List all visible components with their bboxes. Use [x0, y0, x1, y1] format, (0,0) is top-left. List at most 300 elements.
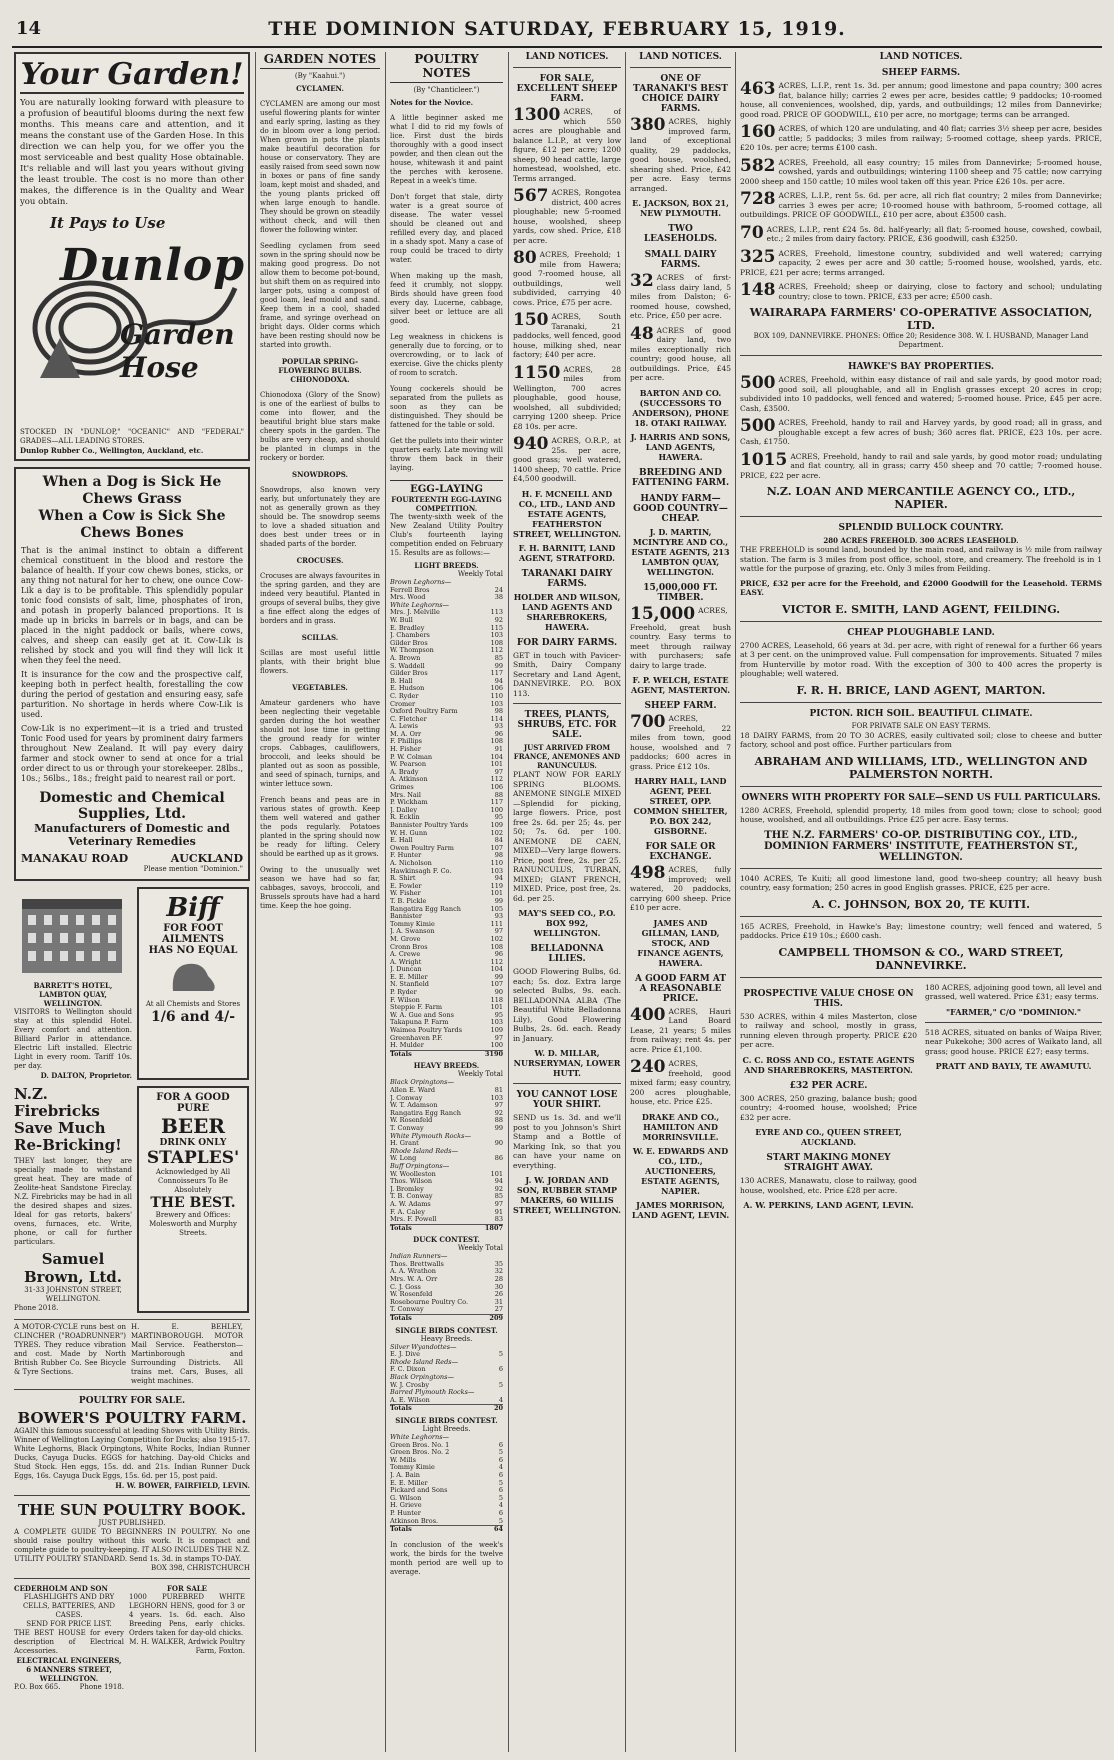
listing-acreage: 463: [740, 79, 776, 99]
listing-text: 300 ACRES, 250 grazing, balance bush; good country; 4-roomed house, woolshed; Price £32 per acre.: [740, 1093, 917, 1122]
paragraph: CYCLAMEN are among our most useful flowering plants for winter and early spring, lasting as they do in bloom over a long period. When grown in pots the plants make beautiful decoration for house or conservatory. They are easily raised from seed sown now in boxes or pans of fine sandy loam, kept moist and shaded, and the young plants pricked off when large enough to handle. They should be grown on steadily without check, and will then flower the following winter.: [260, 100, 380, 234]
agent-wairarapa-sub: BOX 109, DANNEVIRKE. PHONES: Office 20; Residence 308. W. I. HUSBAND, Manager Land Department.: [753, 332, 1089, 349]
section-heading: START MAKING MONEY STRAIGHT AWAY.: [766, 1153, 891, 1173]
entrant-name: Owen Poultry Farm: [390, 843, 454, 852]
entrant-name: Rangatira Egg Ranch: [390, 904, 461, 913]
egg-count: 100: [490, 1041, 503, 1050]
entrant-name: A. E. Wilson: [390, 1395, 430, 1404]
egg-count: 111: [490, 919, 503, 928]
firebricks-company: Samuel Brown, Ltd.: [23, 1250, 123, 1286]
section-heading: TWO LEASEHOLDS.: [643, 224, 718, 244]
beer-footer: Brewery and Offices: Molesworth and Murphy Streets.: [149, 1211, 237, 1237]
listing-acreage: 582: [740, 155, 776, 176]
section-heading: SPLENDID BULLOCK COUNTRY.: [838, 523, 1004, 533]
paragraph: French beans and peas are in various states of growth. Keep them well watered and gather the pods regularly. Potatoes planted in the spring should now be ready for lifting. Celery should be earthed up as it grows.: [260, 796, 380, 858]
bower-body: AGAIN this famous successful at leading Shows with Utility Birds. Winner of Wellington Laying Competition for Ducks; also 1915-17. White Leghorns, Black Orpingtons, White Rocks, Indian Runner Ducks, Cayuga Ducks. EGGS for hatching. Day-old Chicks and Stud Stock. Hen eggs, 15s. dd. and 21s. Indian Runner Duck Eggs, 16s. Cayuga Duck Eggs, 15s. 6d. per 15, post paid.: [14, 1427, 250, 1480]
listing-text: 518 ACRES, situated on banks of Waipa River, near Pukekohe; 300 acres of Waikato land, all grass; good house. PRICE £27; easy terms.: [925, 1027, 1102, 1056]
entrant-name: T. B. Pickle: [390, 896, 427, 905]
listing-acreage: 48: [630, 323, 654, 344]
pullets-owner: M. H. WALKER, Ardwick Poultry Farm, Foxton.: [129, 1638, 245, 1655]
listing-text: ACRES, Freehold, handy to rail and Harvey yards, by good road; all in grass, and ploughable except a few acres of bush; 360 acres flat. PRICE, £23 10s. per acre. Cash, £1750.: [740, 418, 1102, 446]
egg-count: 97: [494, 1033, 503, 1042]
divider: [740, 977, 1102, 978]
egg-count: 99: [494, 1123, 503, 1132]
listing-text: ACRES, of which 550 acres are ploughable and balance L.I.P., at very low figure, £12 per acre; 1200 sheep, 90 head cattle, large homestead, woolshed, etc. Terms arranged.: [513, 107, 621, 183]
headline: When a Cow is Sick She Chews Bones: [38, 508, 226, 541]
single-light-table: [390, 1434, 503, 1534]
entrant-name: White Leghorns—: [390, 1432, 450, 1441]
egg-count: 110: [490, 691, 503, 700]
entrant-name: W. Thompson: [390, 646, 434, 655]
entrant-name: Gilder Bros: [390, 638, 428, 647]
agent-nz-loan: N.Z. LOAN AND MERCANTILE AGENCY CO., LTD., NAPIER.: [766, 485, 1076, 511]
egg-count: 6: [498, 1508, 503, 1517]
entrant-name: Pickard and Sons: [390, 1486, 448, 1495]
column-rule: [625, 52, 626, 1752]
listing-acreage: 32: [630, 271, 654, 291]
foot-icon: [163, 956, 223, 996]
entrant-name: A. W. Adams: [390, 1199, 431, 1208]
entrant-name: T. Conway: [390, 1123, 424, 1132]
total-label: Totals: [390, 1223, 412, 1232]
staples-beer-ad: [137, 1086, 249, 1313]
entrant-name: W. T. Adamson: [390, 1101, 438, 1110]
egg-count: 31: [494, 1297, 503, 1306]
egg-count: 27: [494, 1305, 503, 1314]
entrant-name: H. Fisher: [390, 745, 421, 754]
heavy-breeds-table: [390, 1079, 503, 1232]
egg-count: 97: [494, 767, 503, 776]
entrant-name: M. A. Orr: [390, 729, 422, 738]
listing: [740, 449, 1102, 481]
entrant-name: E. Hall: [390, 836, 413, 845]
egg-count: 4: [498, 1463, 503, 1472]
agent: BARTON AND CO. (SUCCESSORS TO ANDERSON), PHONE 18. OTAKI RAILWAY.: [632, 387, 729, 428]
divider: [740, 868, 1102, 869]
egg-count: 98: [494, 851, 503, 860]
egg-intro: The twenty-sixth week of the New Zealand Utility Poultry Club's fourteenth laying competition ended on February 15. Results are as follows:—: [390, 513, 503, 557]
entrant-name: A. Crewe: [390, 950, 421, 959]
entrant-name: W. Rosenfeld: [390, 1116, 433, 1125]
divider: [740, 786, 1102, 787]
subhead: CROCUSES.: [296, 556, 344, 565]
listing-text: ACRES, Freehold, within easy distance of rail and sale yards, by good motor road; good soil, all ploughable, and all in English grasses except 20 acres in crop; subdivided into 10 paddocks, well fenced and watered; 5-roomed house. Price, £45 per acre. Cash, £3500.: [740, 375, 1102, 413]
clincher-ad: A MOTOR-CYCLE runs best on CLINCHER ("ROADRUNNER") TYRES. They reduce vibration and cost. Made by North British Rubber Co. See Bicycle & Tyre Sections.: [14, 1323, 126, 1376]
agent-brice: F. R. H. BRICE, LAND AGENT, MARTON.: [796, 683, 1046, 697]
listing-text: ACRES, O.R.P., at 25s. per acre, good grass; well watered, 1400 sheep, 70 cattle. Price £4,500 goodwill.: [513, 436, 621, 483]
entrant-name: J. A. Swanson: [390, 927, 435, 936]
entrant-name: Rosebourne Poultry Co.: [390, 1297, 469, 1306]
egg-count: 92: [494, 1184, 503, 1193]
table-heading: HEAVY BREEDS.: [413, 1061, 480, 1071]
bullock-text: THE FREEHOLD is sound land, bounded by the main road, and railway is ½ mile from railway station. The farm is 3 miles from post office, school, store, and creamery. The freehold is in 1 wattle for the purpose of grazing, etc. Only 3 miles from Feilding.: [740, 545, 1102, 573]
egg-count: 26: [494, 1290, 503, 1299]
divider: [513, 67, 621, 68]
hotel-proprietor: D. DALTON, Proprietor.: [40, 1071, 132, 1080]
egg-count: 112: [490, 957, 503, 966]
egg-count: 6: [498, 1365, 503, 1374]
egg-count: 83: [494, 1215, 503, 1224]
entrant-name: E. E. Miller: [390, 972, 428, 981]
entrant-name: W. J. Crosby: [390, 1380, 430, 1389]
entrant-name: W. Long: [390, 1154, 417, 1163]
entrant-name: J. Chambers: [390, 631, 430, 640]
egg-count: 112: [490, 775, 503, 784]
garden-notes-heading: GARDEN NOTES: [260, 52, 380, 69]
poultry-notes-heading: POULTRY NOTES: [390, 52, 503, 83]
paragraph: Get the pullets into their winter quarters early. Late moving will throw them back in their laying.: [390, 437, 503, 472]
egg-count: 97: [494, 927, 503, 936]
entrant-name: H. Mulder: [390, 1041, 424, 1050]
entrant-name: Green Bros. No. 1: [390, 1440, 450, 1449]
listing-acreage: 400: [630, 1004, 666, 1025]
paragraph: When making up the mash, feed it crumbly, not sloppy. Birds should have green food every day. Lucerne, cabbage, silver beet or lettuce are all good.: [390, 272, 503, 325]
listing-text: ACRES, fully improved; well watered, 20 paddocks, carrying 600 sheep. Price £10 per acre.: [630, 865, 731, 912]
entrant-name: F. C. Dixon: [390, 1365, 426, 1374]
column-garden-notes: [260, 52, 380, 1752]
egg-count: 94: [494, 1177, 503, 1186]
egg-count: 104: [490, 965, 503, 974]
listing-text: ACRES, of which 120 are undulating, and 40 flat; carries 3½ sheep per acre, besides cattle; 5 paddocks; 3 miles from railway; 5-roomed cottage, sheep yards. PRICE, £20 10s. per acre; terms £100 cash.: [740, 124, 1102, 152]
egg-count: 108: [490, 638, 503, 647]
total-label: Totals: [390, 1525, 412, 1534]
picton-text: 18 DAIRY FARMS, from 20 TO 30 ACRES, easily cultivated soil; close to cheese and butter factory, school and post office. Further particulars from: [740, 730, 1102, 749]
section-heading: HAWKE'S BAY PROPERTIES.: [847, 362, 995, 372]
listing-text: ACRES, L.I.P., rent £24 5s. 8d. half-yearly; all flat; 5-roomed house, cowshed, cowbail, etc.; 2 miles from dairy factory. PRICE, £36 goodwill, cash £3250.: [766, 224, 1102, 243]
listing-group: [630, 117, 731, 193]
egg-count: 106: [490, 783, 503, 792]
listing-text: ACRES of first-class dairy land, 5 miles from Dalston; 6-roomed house, cowshed, etc. Price, £50 per acre.: [630, 273, 731, 320]
egg-count: 98: [494, 707, 503, 716]
beer-line: DRINK ONLY: [159, 1138, 227, 1148]
agent: JAMES AND GILLMAN, LAND, STOCK, AND FINANCE AGENTS, HAWERA.: [637, 917, 724, 968]
entrant-name: Thos. Wilson: [390, 1177, 433, 1186]
entrant-name: Tommy Kimie: [390, 919, 435, 928]
total-row: [390, 1224, 503, 1232]
agent: J. W. JORDAN AND SON, RUBBER STAMP MAKERS, 60 WILLIS STREET, WELLINGTON.: [513, 1175, 621, 1215]
biff-brand: Biff: [166, 893, 220, 923]
entrant-name: E. Bradley: [390, 623, 425, 632]
entrant-name: J. Bromley: [390, 1184, 424, 1193]
paragraph: Don't forget that stale, dirty water is a great source of disease. The water vessel should be cleaned out and refilled every day, and placed in a shady spot. Many a case of roup could be traced to dirty water.: [390, 193, 503, 264]
company-name: Domestic and Chemical Supplies, Ltd.: [39, 790, 225, 822]
egg-count: 94: [494, 874, 503, 883]
egg-count: 32: [494, 1267, 503, 1276]
bower-owner: H. W. BOWER, FAIRFIELD, LEVIN.: [115, 1481, 250, 1490]
entrant-name: Buff Orpingtons—: [390, 1161, 450, 1170]
hose-illustration: [20, 208, 244, 428]
listing-group: [630, 865, 731, 913]
listing-text: ACRES, Freehold; 1 mile from Hawera; good 7-roomed house, all outbuildings, well subdivided, carrying 40 cows. Price, £75 per acre.: [513, 250, 621, 307]
listing-text: ACRES, Freehold, 22 miles from town, good house, woolshed and 7 paddocks; 600 acres in grass. Price £12 10s.: [630, 714, 731, 771]
headline: When a Dog is Sick He Chews Grass: [42, 474, 222, 507]
hotel-caption: BARRETT'S HOTEL, LAMBTON QUAY, WELLINGTON.: [33, 981, 113, 1008]
listing: [740, 191, 1102, 220]
entrant-name: Bannister Poultry Yards: [390, 821, 469, 829]
listing: [740, 282, 1102, 301]
egg-count: 6: [498, 1455, 503, 1464]
firebricks-body: THEY last longer, they are specially made to withstand great heat. They are made of Zeolite-heat Sandstone Fireclay. N.Z. Firebricks may be had in all the desired shapes and sizes. Ideal for gas retorts, bakers' ovens, furnaces, etc. Write, phone, or call for further particulars.: [14, 1157, 132, 1246]
listing-acreage: 567: [513, 186, 549, 206]
entrant-name: Greenhaven P.F.: [390, 1033, 443, 1042]
entrant-name: Mrs. J. Melville: [390, 608, 440, 617]
entrant-name: Waimea Poultry Yards: [390, 1026, 463, 1035]
egg-count: 113: [490, 608, 503, 617]
agent: F. P. WELCH, ESTATE AGENT, MASTERTON.: [631, 675, 730, 695]
table-col-header: Weekly Total: [457, 1244, 503, 1253]
agent: C. C. ROSS AND CO., ESTATE AGENTS AND SHAREBROKERS, MASTERTON.: [742, 1054, 915, 1075]
mention: Please mention "Dominion.": [143, 865, 243, 873]
egg-count: 118: [490, 995, 503, 1004]
ad-body: Cow-Lik is no experiment—it is a tried and trusted Tonic Food used for years by prominent dairy farmers throughout New Zealand. It will pay every dairy farmer and stock owner to send at once for a trial order direct to us or through your storekeeper. 28lbs., 10s.; 56lbs., 18s.; freight paid to nearest rail or port.: [21, 724, 243, 783]
egg-count: 5: [498, 1516, 503, 1525]
total-value: 3190: [484, 1049, 503, 1058]
masthead: [12, 16, 1102, 48]
entrant-name: Rhode Island Reds—: [390, 1357, 459, 1366]
listing: [630, 323, 731, 383]
agent: EYRE AND CO., QUEEN STREET, AUCKLAND.: [755, 1127, 902, 1147]
egg-count: 103: [490, 631, 503, 640]
listing: [740, 155, 1102, 187]
egg-count: 99: [494, 896, 503, 905]
listing-text: ACRES, Freehold; sheep or dairying, close to factory and school; undulating country; close to town. PRICE, £33 per acre; £500 cash.: [778, 282, 1102, 301]
egg-count: 112: [490, 646, 503, 655]
egg-count: 35: [494, 1259, 503, 1268]
listing-acreage: 700: [630, 712, 666, 732]
entrant-name: W. Mills: [390, 1455, 416, 1464]
egg-count: 85: [494, 653, 503, 662]
column-rule: [508, 52, 509, 1752]
address: [21, 852, 243, 865]
egg-count: 100: [490, 805, 503, 814]
entrant-name: Hawkinsagh F. Co.: [390, 866, 452, 875]
listing-acreage: 940: [513, 434, 549, 454]
agent: W. D. MILLAR, NURSERYMAN, LOWER HUTT.: [513, 1048, 621, 1078]
firebricks-headline: N.Z. Firebricks Save Much Re-Bricking!: [14, 1085, 122, 1154]
listing-text: ACRES, Freehold, handy to rail and sale yards, by good motor road; undulating and flat country, all in grass; carry 450 sheep and 70 cattle; 7-roomed house. PRICE, £22 per acre.: [740, 451, 1102, 480]
listing-group: [630, 273, 731, 383]
egg-count: 96: [494, 729, 503, 738]
dunlop-garden-hose-ad: [14, 52, 250, 461]
listing-text: ACRES of good dairy land, two miles exceptionally rich country; good house, all outbuildings. Price, £45 per acre.: [630, 325, 731, 382]
book-title: THE SUN POULTRY BOOK.: [17, 1501, 247, 1519]
paragraph: Young cockerels should be separated from the pullets as soon as they can be distinguished. They should be fattened for the table or sold.: [390, 385, 503, 429]
cederholm-name: CEDERHOLM AND SON: [14, 1584, 108, 1593]
ploughable-text: 2700 ACRES, Leasehold, 66 years at 3d. per acre, with right of renewal for a further 66 years at 3 per cent. on the unimproved value. Full compensation for improvements. Situated 7 miles from Hunterville by motor road. With the exception of 300 to 400 acres the property is ploughable; well watered.: [740, 640, 1102, 678]
egg-count: 24: [494, 585, 503, 594]
column-rule: [255, 52, 256, 1752]
listing: [630, 603, 731, 671]
entrant-name: R. Shirt: [390, 874, 416, 883]
egg-count: 93: [494, 722, 503, 731]
section-heading: FOR DAIRY FARMS.: [516, 637, 618, 648]
ad-headline: Your Garden!: [20, 57, 244, 92]
egg-count: 103: [490, 1018, 503, 1027]
listing: [513, 362, 621, 432]
biff-line: FOR FOOT AILMENTS: [162, 923, 224, 945]
listing: [740, 246, 1102, 278]
entrant-name: Mrs. Nail: [390, 790, 421, 799]
bullock-price: PRICE, £32 per acre for the Freehold, and £2000 Goodwill for the Leasehold. TERMS EASY.: [740, 578, 1102, 597]
paragraph: Chionodoxa (Glory of the Snow) is one of the earliest of bulbs to come into flower, and the beautiful bright blue stars make cheery spots in the garden. The bulbs are very cheap, and should be planted in clumps in the rockery or border.: [260, 391, 380, 462]
egg-count: 117: [490, 798, 503, 807]
egg-count: 28: [494, 1275, 503, 1284]
egg-count: 93: [494, 912, 503, 921]
subhead: CHIONODOXA.: [290, 375, 350, 384]
paragraph: Crocuses are always favourites in the spring garden, and they are indeed very beautiful. Planted in groups of several bulbs, they give a fine effect along the edges of borders and in grass.: [260, 572, 380, 625]
agent: H. F. MCNEILL AND CO., LTD., LAND AND ESTATE AGENTS, FEATHERSTON STREET, WELLINGTON.: [513, 488, 621, 539]
divider: [925, 1022, 1102, 1023]
address-right: AUCKLAND: [170, 852, 243, 865]
entrant-name: Silver Wyandottes—: [390, 1342, 457, 1351]
entrant-name: F. A. Caley: [390, 1207, 425, 1216]
single-heavy-table: [390, 1344, 503, 1413]
egg-count: 110: [490, 858, 503, 867]
listing: [630, 117, 731, 193]
stockists: STOCKED IN "DUNLOP," "OCEANIC" AND "FEDERAL" GRADES—ALL LEADING STORES.: [20, 428, 244, 445]
listing-group: [630, 603, 731, 671]
divider: [513, 1083, 621, 1084]
egg-count: 97: [494, 1101, 503, 1110]
entrant-name: G. Wilson: [390, 1493, 422, 1502]
agent-campbell: CAMPBELL THOMSON & CO., WARD STREET, DANNEVIRKE.: [778, 945, 1064, 972]
entrant-name: J. Duncan: [390, 965, 422, 974]
entrant-name: Atkinson Bros.: [390, 1516, 439, 1525]
brand-name: Dunlop: [60, 240, 245, 291]
entrant-name: Black Orpingtons—: [390, 1373, 454, 1381]
section-heading: 15,000,000 FT. TIMBER.: [643, 582, 718, 603]
entrant-name: Gilder Bros: [390, 669, 428, 678]
agent: F. H. BARNITT, LAND AGENT, STRATFORD.: [518, 542, 616, 563]
hawkes2-text: 165 ACRES, Freehold, in Hawke's Bay; limestone country; well fenced and watered, 5 paddocks. Price £19 10s.; £600 cash.: [740, 921, 1102, 940]
entrant-name: A. Atkinson: [390, 775, 428, 784]
firebricks-phone: Phone 2018.: [14, 1304, 59, 1312]
entrant-name: Barred Plymouth Rocks—: [390, 1388, 475, 1397]
paragraph: Scillas are most useful little plants, with their bright blue flowers.: [260, 649, 380, 675]
table-heading: SINGLE BIRDS CONTEST.: [395, 1325, 498, 1335]
land-notices-heading: LAND NOTICES.: [639, 52, 722, 62]
agent: HOLDER AND WILSON, LAND AGENTS AND SHAREBROKERS, HAWERA.: [513, 591, 621, 632]
entrant-name: Bannister: [390, 912, 423, 921]
entrant-name: Green Bros. No. 2: [390, 1448, 450, 1457]
listing: [740, 222, 1102, 244]
entrant-name: E. J. Dive: [390, 1350, 420, 1359]
listing-text: ACRES, Freehold, limestone country, subdivided and well watered; carrying capacity, 2 ewes per acre and 30 cattle; 5-roomed house, woolshed, yards, etc. PRICE, £21 per acre; terms arranged.: [740, 248, 1102, 277]
listing-text: ACRES, L.I.P., rent 1s. 3d. per annum; good limestone and papa country; 300 acres flat, balance hilly; carries 2 ewes per acre, besides cattle; 9 paddocks; 10-roomed house, all conveniences, woolshed, dip, yards, and outbuildings; 12 miles from Dannevirke; good road. PRICE OF GOODWILL, £10 per acre, no mortgage; terms can be arranged.: [740, 81, 1102, 119]
entrant-name: Thos. Brettwalls: [390, 1259, 444, 1268]
column-land-notices-2: [630, 52, 731, 1752]
listing: [630, 865, 731, 913]
bella-text: GOOD Flowering Bulbs, 6d. each; 5s. doz. Extra large selected Bulbs, 9s. each. BELLADONNA ALBA (The Beautiful White Belladonna Lily), Good Flowering Bulbs, 2s. 6d. each. Ready in January.: [513, 967, 621, 1043]
egg-laying-heading: EGG-LAYING: [390, 480, 503, 495]
entrant-name: A. Nicholson: [390, 858, 432, 867]
egg-sub: FOURTEENTH EGG-LAYING COMPETITION.: [391, 495, 502, 513]
agent: MAY'S SEED CO., P.O. BOX 992, WELLINGTON.: [518, 908, 616, 938]
beer-line: Acknowledged by All Connoisseurs To Be Absolutely: [155, 1168, 231, 1194]
table-heading: DUCK CONTEST.: [413, 1235, 480, 1245]
prospective-text: 530 ACRES, within 4 miles Masterton, close to railway and school, mostly in grass, running eleven through property. PRICE £20 per acre.: [740, 1011, 917, 1049]
company-sub: Manufacturers of Domestic and Veterinary Remedies: [34, 822, 230, 848]
divider: [14, 1495, 250, 1496]
entrant-name: T. B. Conway: [390, 1192, 433, 1201]
paragraph: Leg weakness in chickens is generally due to forcing, or to overcrowding, or to lack of exercise. Give the chicks plenty of room to scratch.: [390, 333, 503, 377]
agent-nz-farmers: THE N.Z. FARMERS' CO-OP. DISTRIBUTING COY., LTD., DOMINION FARMERS' INSTITUTE, FEATHERSTON ST., WELLINGTON.: [763, 829, 1079, 863]
company: Dunlop Rubber Co., Wellington, Auckland, etc.: [20, 446, 204, 455]
bullock-sub: 280 ACRES FREEHOLD. 300 ACRES LEASEHOLD.: [823, 536, 1019, 545]
listing-text: ACRES, highly improved farm, land of exceptional quality, 29 paddocks, good house, woolshed, shearing shed. Price, £42 per acre. Easy terms arranged.: [630, 117, 731, 193]
section-heading: A GOOD FARM AT A REASONABLE PRICE.: [634, 973, 727, 1004]
egg-count: 109: [490, 1026, 503, 1035]
egg-count: 106: [490, 684, 503, 693]
listing-text: 180 ACRES, adjoining good town, all level and grassed, well watered. Price £31; easy terms.: [925, 982, 1102, 1001]
agent: J. D. MARTIN, MCINTYRE AND CO., ESTATE AGENTS, 213 LAMBTON QUAY, WELLINGTON.: [631, 526, 730, 577]
divider: [14, 1578, 250, 1579]
egg-count: 119: [490, 881, 503, 890]
land-notices-heading: LAND NOTICES.: [879, 52, 963, 62]
entrant-name: Rangatira Egg Ranch: [390, 1108, 461, 1117]
byline: (By "Kaahui."): [294, 72, 346, 80]
section-heading: TARANAKI DAIRY FARMS.: [521, 568, 613, 589]
trees-text: PLANT NOW FOR EARLY SPRING BLOOMS. ANEMONE SINGLE MIXED—Splendid for picking, large flowers. Price, post free 2s. 6d. per 25; 4s. per 50; 7s. 6d. per 100. ANEMONE DE CAEN, MIXED—Very large flowers. Price, post free, 2s. per 25. RANUNCULUS, TURBAN, MIXED; GIANT FRENCH, MIXED. Price, post free, 2s. 6d. per 25.: [513, 770, 621, 903]
listing-group: [513, 74, 621, 484]
product-name: Garden Hose: [120, 318, 235, 384]
entrant-name: N. Stanfield: [390, 980, 429, 989]
entrant-name: Ferrell Bros: [390, 585, 430, 594]
egg-count: 101: [490, 1169, 503, 1178]
egg-count: 94: [494, 676, 503, 685]
cederholm-contact: [14, 1683, 124, 1692]
listing: [630, 714, 731, 771]
paragraph: Seedling cyclamen from seed sown in the spring should now be making good progress. Do not allow them to become pot-bound, but shift them on as required into larger pots, using a compost of good loam, leaf mould and sand. Keep them in a cool, shaded frame, and syringe overhead on bright days. Older corms which have been resting should now be started into growth.: [260, 242, 380, 349]
egg-count: 5: [498, 1380, 503, 1389]
listing-acreage: 240: [630, 1057, 666, 1077]
column-land-notices-3: [740, 52, 1102, 1752]
listing-text: ACRES, Freehold, all easy country; 15 miles from Dannevirke; 5-roomed house, cowshed, yards and outbuildings; wintering 1100 sheep and 75 cattle; now carrying 2000 sheep and 150 cattle; 10 miles wool taken off this year. Price £26 10s. per acre.: [740, 157, 1102, 186]
pays-text: It Pays to Use: [50, 214, 166, 232]
entrant-name: E. Fowler: [390, 881, 422, 890]
page-number: 14: [16, 18, 42, 39]
listing: [740, 375, 1102, 413]
egg-count: 5: [498, 1448, 503, 1457]
entrant-name: Mrs. W. A. Orr: [390, 1275, 438, 1284]
bottom-left: [740, 983, 917, 1215]
divider: [513, 703, 621, 704]
egg-count: 99: [494, 972, 503, 981]
egg-count: 107: [490, 843, 503, 852]
section-heading: BREEDING AND FATTENING FARM.: [631, 467, 730, 488]
entrant-name: J. A. Bain: [390, 1470, 420, 1479]
poultry-sale-heading: POULTRY FOR SALE.: [78, 1396, 186, 1406]
column-rule: [385, 52, 386, 1752]
shirt-text: SEND us 1s. 3d. and we'll post to you Johnson's Shirt Stamp and a Bottle of Marking Ink, so that you can have your name on everything.: [513, 1113, 621, 1170]
egg-count: 6: [498, 1440, 503, 1449]
firebricks-ad: [14, 1086, 132, 1313]
egg-count: 6: [498, 1470, 503, 1479]
bottom-right: [925, 983, 1102, 1215]
entrant-name: W. Pearson: [390, 760, 427, 769]
listing-acreage: 1300: [513, 105, 561, 125]
beer-brand: STAPLES': [146, 1148, 240, 1168]
section-heading: SMALL DAIRY FARMS.: [644, 250, 717, 270]
egg-count: 4: [498, 1501, 503, 1510]
firebricks-address: 31-33 JOHNSTON STREET, WELLINGTON.: [24, 1286, 122, 1303]
listing-text: ACRES, Hauri Land Board Lease, 21 years; 5 miles from railway; rent 4s. per acre. Price £1,100.: [630, 1006, 731, 1054]
listing-acreage: 150: [513, 310, 549, 330]
listing-acreage: 498: [630, 863, 666, 883]
egg-count: 103: [490, 866, 503, 875]
egg-count: 102: [490, 934, 503, 943]
egg-count: 85: [494, 1192, 503, 1201]
